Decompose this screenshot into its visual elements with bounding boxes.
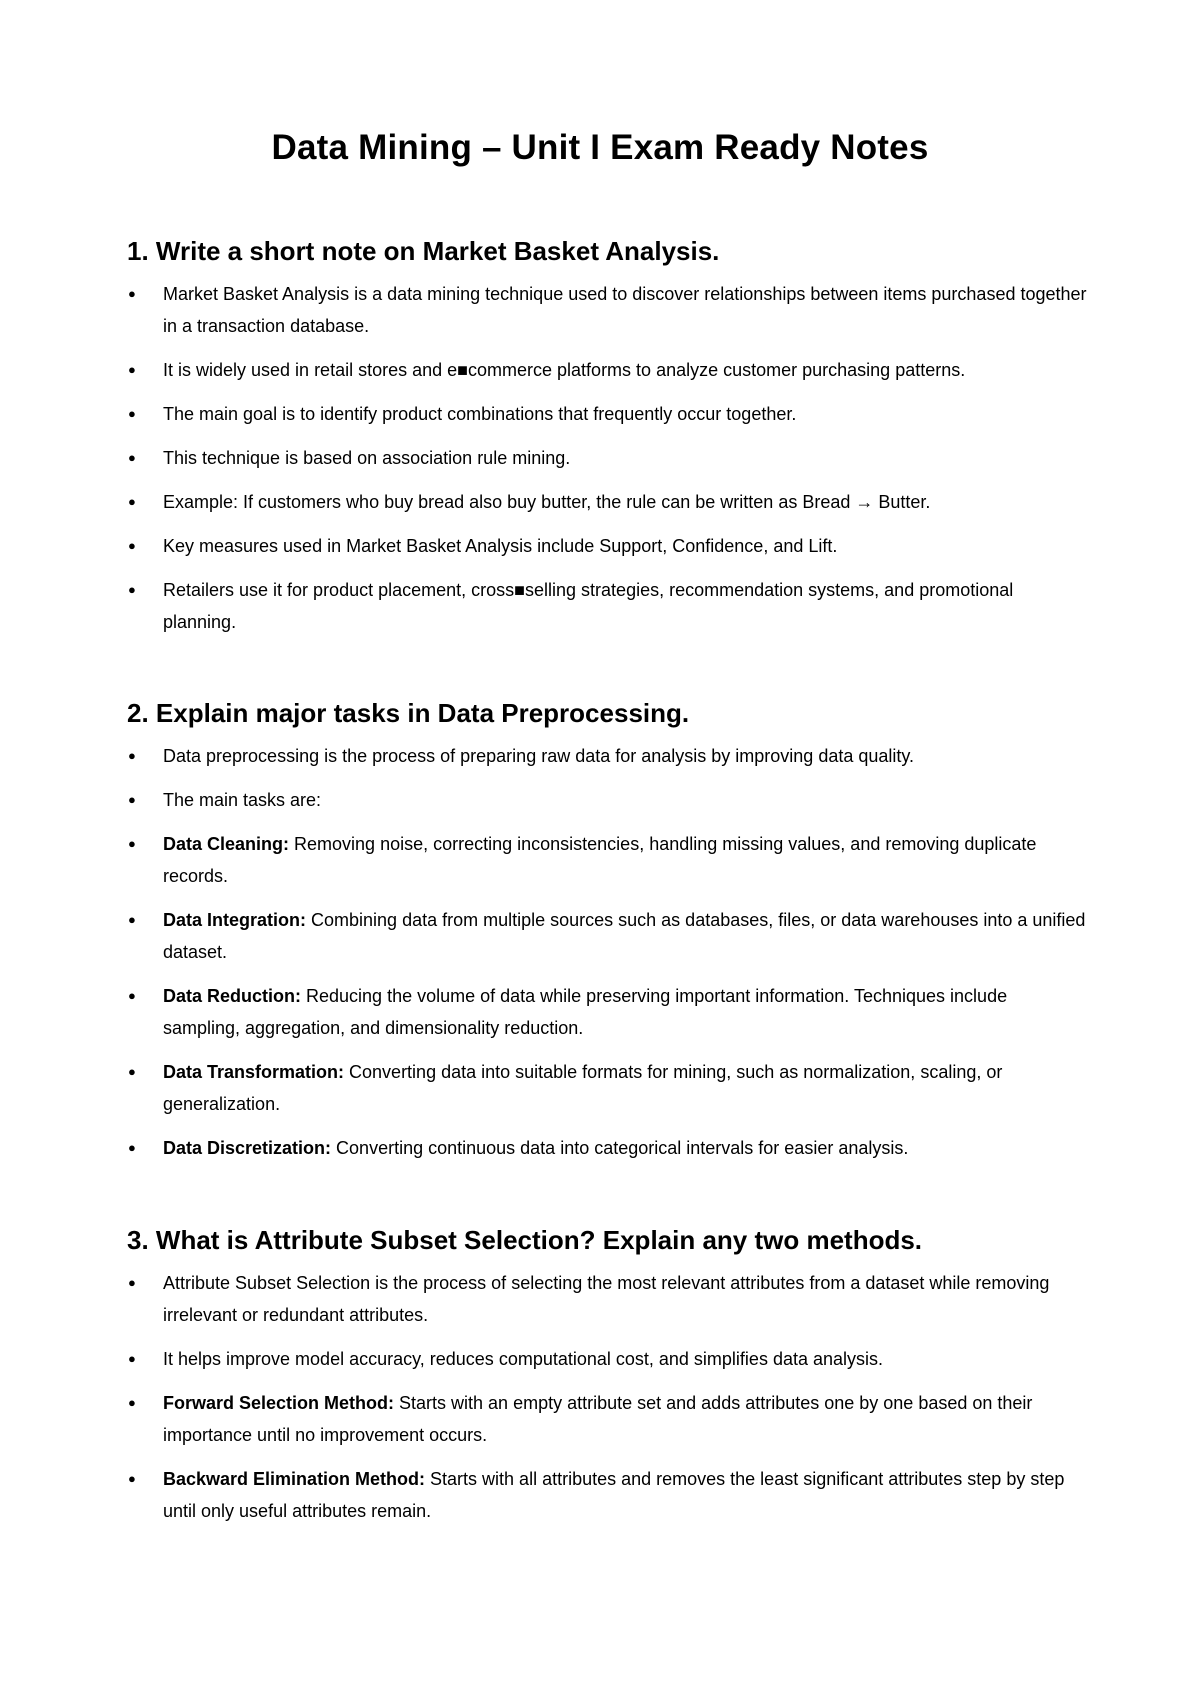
item-term: Backward Elimination Method: bbox=[163, 1469, 426, 1489]
item-text: The main goal is to identify product combinations that frequently occur together. bbox=[163, 404, 797, 424]
bullet-icon: ● bbox=[128, 748, 136, 763]
item-term: Data Cleaning: bbox=[163, 834, 290, 854]
item-text: Combining data from multiple sources such as databases, files, or data warehouses into a unified dataset. bbox=[163, 910, 1086, 962]
list-item bbox=[127, 904, 1087, 968]
item-text: The main tasks are: bbox=[163, 790, 322, 810]
list-item bbox=[127, 530, 1087, 562]
list-item bbox=[127, 1387, 1087, 1451]
list-item bbox=[127, 278, 1087, 342]
item-term: Data Integration: bbox=[163, 910, 307, 930]
section-heading: 2. Explain major tasks in Data Preprocessing. bbox=[127, 698, 690, 728]
item-term: Data Transformation: bbox=[163, 1062, 345, 1082]
bullet-icon: ● bbox=[128, 450, 136, 465]
bullet-icon: ● bbox=[128, 538, 136, 553]
item-text: It is widely used in retail stores and e■commerce platforms to analyze customer purchasing patterns. bbox=[163, 360, 966, 380]
bullet-icon: ● bbox=[128, 1395, 136, 1410]
item-text: Example: If customers who buy bread also buy butter, the rule can be written as Bread → Butter. bbox=[163, 492, 931, 512]
bullet-icon: ● bbox=[128, 912, 136, 927]
list-item bbox=[127, 442, 1087, 474]
list-item bbox=[127, 486, 1087, 518]
bullet-list bbox=[127, 278, 1087, 638]
document-title: Data Mining – Unit I Exam Ready Notes bbox=[271, 128, 929, 167]
list-item bbox=[127, 1056, 1087, 1120]
list-item bbox=[127, 1343, 1087, 1375]
bullet-icon: ● bbox=[128, 406, 136, 421]
bullet-list bbox=[127, 740, 1087, 1164]
bullet-icon: ● bbox=[128, 1064, 136, 1079]
bullet-icon: ● bbox=[128, 836, 136, 851]
bullet-icon: ● bbox=[128, 1351, 136, 1366]
bullet-icon: ● bbox=[128, 494, 136, 509]
item-text: Reducing the volume of data while preserving important information. Techniques include sampling, aggregation, and dimensionality reduction. bbox=[163, 986, 1008, 1038]
item-term: Data Reduction: bbox=[163, 986, 302, 1006]
item-text: Converting data into suitable formats for mining, such as normalization, scaling, or generalization. bbox=[163, 1062, 1003, 1114]
bullet-icon: ● bbox=[128, 1471, 136, 1486]
item-text: Data preprocessing is the process of preparing raw data for analysis by improving data quality. bbox=[163, 746, 915, 766]
list-item bbox=[127, 1463, 1087, 1527]
section-heading: 1. Write a short note on Market Basket Analysis. bbox=[127, 236, 720, 266]
list-item bbox=[127, 1132, 1087, 1164]
bullet-icon: ● bbox=[128, 1275, 136, 1290]
list-item bbox=[127, 1267, 1087, 1331]
list-item bbox=[127, 574, 1087, 638]
section-attribute-subset-selection bbox=[127, 1224, 1087, 1539]
list-item bbox=[127, 980, 1087, 1044]
list-item bbox=[127, 828, 1087, 892]
item-text: Removing noise, correcting inconsistencies, handling missing values, and removing duplicate records. bbox=[163, 834, 1037, 886]
item-text: Attribute Subset Selection is the process of selecting the most relevant attributes from a dataset while removing irrelevant or redundant attributes. bbox=[163, 1273, 1050, 1325]
list-item bbox=[127, 398, 1087, 430]
bullet-list bbox=[127, 1267, 1087, 1527]
bullet-icon: ● bbox=[128, 792, 136, 807]
item-text: It helps improve model accuracy, reduces computational cost, and simplifies data analysis. bbox=[163, 1349, 884, 1369]
section-market-basket-analysis bbox=[127, 235, 1087, 650]
item-text: Starts with all attributes and removes the least significant attributes step by step until only useful attributes remain. bbox=[163, 1469, 1065, 1521]
item-text: Starts with an empty attribute set and adds attributes one by one based on their importance until no improvement occurs. bbox=[163, 1393, 1033, 1445]
item-text: Retailers use it for product placement, cross■selling strategies, recommendation systems, and promotional planning. bbox=[163, 580, 1014, 632]
item-text: Market Basket Analysis is a data mining technique used to discover relationships between items purchased together in a transaction database. bbox=[163, 284, 1087, 336]
list-item bbox=[127, 784, 1087, 816]
section-data-preprocessing bbox=[127, 697, 1087, 1176]
bullet-icon: ● bbox=[128, 286, 136, 301]
bullet-icon: ● bbox=[128, 362, 136, 377]
section-heading: 3. What is Attribute Subset Selection? Explain any two methods. bbox=[127, 1225, 923, 1255]
item-term: Forward Selection Method: bbox=[163, 1393, 395, 1413]
item-term: Data Discretization: bbox=[163, 1138, 332, 1158]
item-text: Key measures used in Market Basket Analysis include Support, Confidence, and Lift. bbox=[163, 536, 838, 556]
list-item bbox=[127, 740, 1087, 772]
list-item bbox=[127, 354, 1087, 386]
bullet-icon: ● bbox=[128, 1140, 136, 1155]
bullet-icon: ● bbox=[128, 988, 136, 1003]
item-text: This technique is based on association rule mining. bbox=[163, 448, 571, 468]
bullet-icon: ● bbox=[128, 582, 136, 597]
item-text: Converting continuous data into categorical intervals for easier analysis. bbox=[331, 1138, 909, 1158]
